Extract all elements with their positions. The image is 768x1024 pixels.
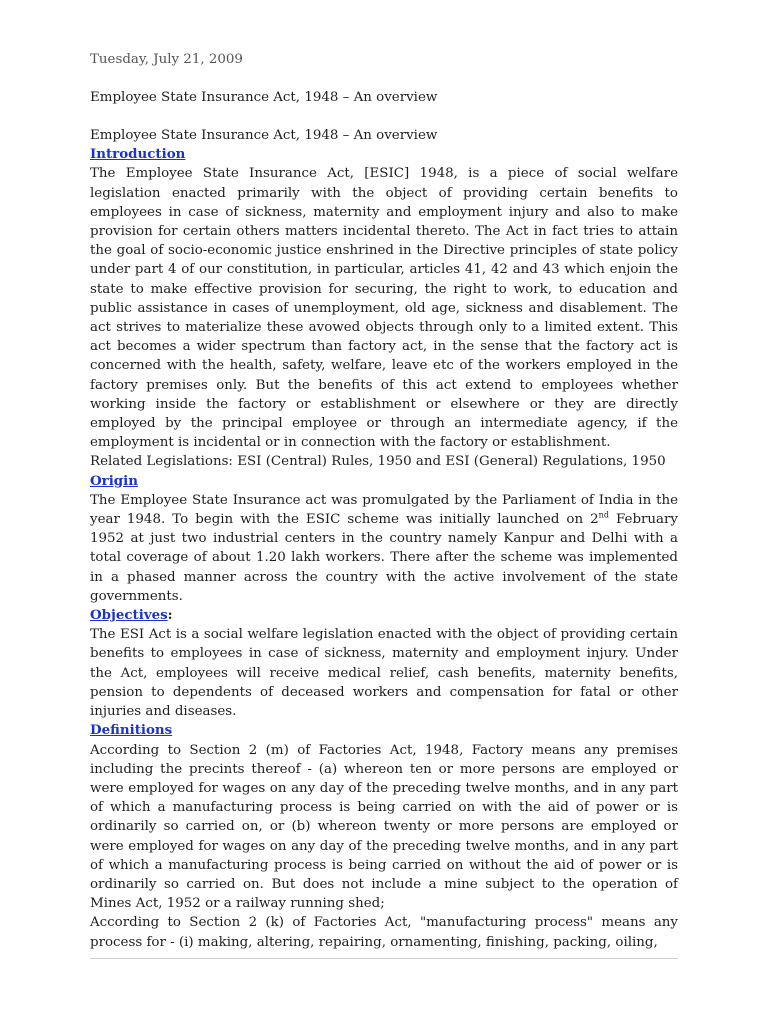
objectives-colon: : <box>167 607 173 624</box>
objectives-paragraph: The ESI Act is a social welfare legislation enacted with the object of providing certain benefits to employees in case of sickness, maternity and employment injury. Under the Act, employees will receive medical relief, cash benefits, maternity benefits, pension to dependents of deceased workers and compensation for fatal or other injuries and diseases. <box>90 627 678 720</box>
page-divider <box>90 958 678 959</box>
definitions-paragraph-1: According to Section 2 (m) of Factories Act, 1948, Factory means any premises including the precints thereof - (a) whereon ten or more persons are employed or were employed for wages on any day of the preceding twelve months, and in any part of which a manufacturing process is being carried on with the aid of power or is ordinarily so carried on, or (b) whereon twenty or more persons are employed or were employed for wages on any day of the preceding twelve months, and in any part of which a manufacturing process is being carried on without the aid of power or is ordinarily so carried on. But does not include a mine subject to the operation of Mines Act, 1952 or a railway running shed; <box>90 742 678 912</box>
origin-superscript: nd <box>598 510 609 520</box>
definitions-paragraph-2: According to Section 2 (k) of Factories Act, "manufacturing process" means any process for - (i) making, altering, repairing, ornamenting, finishing, packing, oiling, <box>90 915 678 950</box>
origin-link[interactable]: Origin <box>90 472 138 489</box>
body-heading: Employee State Insurance Act, 1948 – An overview <box>90 128 438 143</box>
document-page <box>90 50 678 952</box>
origin-heading <box>90 472 678 491</box>
post-title: Employee State Insurance Act, 1948 – An overview <box>90 90 438 105</box>
origin-text-before: The Employee State Insurance act was promulgated by the Parliament of India in the year 1948. To begin with the ESIC scheme was initially launched on 2 <box>90 492 678 528</box>
objectives-heading <box>90 606 678 625</box>
definitions-heading <box>90 721 678 740</box>
definitions-link[interactable]: Definitions <box>90 722 173 739</box>
origin-text-after: February 1952 at just two industrial centers in the country namely Kanpur and Delhi with a total coverage of about 1.20 lakh workers. There after the scheme was implemented in a phased manner across the country with the active involvement of the state governments. <box>90 512 678 604</box>
introduction-link[interactable]: Introduction <box>90 146 186 163</box>
related-legislations: Related Legislations: ESI (Central) Rules, 1950 and ESI (General) Regulations, 1950 <box>90 454 666 470</box>
introduction-heading <box>90 145 678 164</box>
objectives-link[interactable]: Objectives <box>90 607 168 624</box>
origin-paragraph <box>90 491 678 606</box>
introduction-paragraph: The Employee State Insurance Act, [ESIC] 1948, is a piece of social welfare legislation enacted primarily with the object of providing certain benefits to employees in case of sickness, maternity and employment injury and also to make provision for certain others matters incidental thereto. The Act in fact tries to attain the goal of socio-economic justice enshrined in the Directive principles of state policy under part 4 of our constitution, in particular, articles 41, 42 and 43 which enjoin the state to make effective provision for securing, the right to work, to education and public assistance in cases of unemployment, old age, sickness and disablement. The act strives to materialize these avowed objects through only to a limited extent. This act becomes a wider spectrum than factory act, in the sense that the factory act is concerned with the health, safety, welfare, leave etc of the workers employed in the factory premises only. But the benefits of this act extend to employees whether working inside the factory or establishment or elsewhere or they are directly employed by the principal employee or through an intermediate agency, if the employment is incidental or in connection with the factory or establishment. <box>90 166 678 451</box>
post-date: Tuesday, July 21, 2009 <box>90 52 243 67</box>
